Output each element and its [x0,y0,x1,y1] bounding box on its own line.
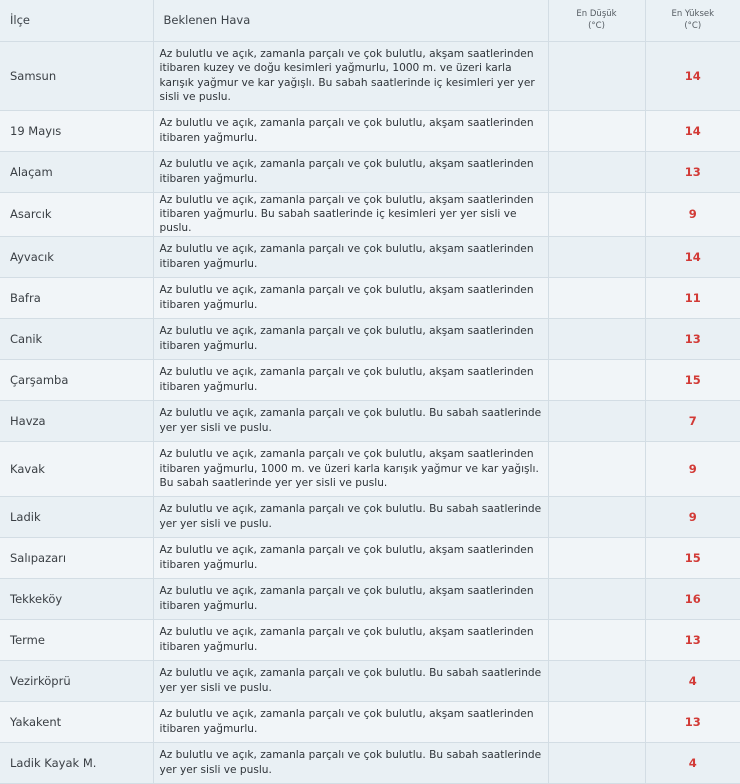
header-high-temp-unit: (°C) [646,20,740,32]
forecast-cell: Az bulutlu ve açık, zamanla parçalı ve çok bulutlu, akşam saatlerinden itibaren yağmurlu. [153,236,548,277]
district-cell: Vezirköprü [0,660,153,701]
table-header [0,0,740,41]
forecast-cell: Az bulutlu ve açık, zamanla parçalı ve çok bulutlu, akşam saatlerinden itibaren yağmurlu. [153,318,548,359]
forecast-cell: Az bulutlu ve açık, zamanla parçalı ve çok bulutlu, akşam saatlerinden itibaren yağmurlu. [153,537,548,578]
high-temp-cell: 9 [645,192,740,236]
table-row [0,192,740,236]
table-body [0,41,740,783]
forecast-cell: Az bulutlu ve açık, zamanla parçalı ve çok bulutlu, akşam saatlerinden itibaren yağmurlu. [153,619,548,660]
table-row [0,660,740,701]
table-row [0,742,740,783]
header-district: İlçe [0,0,153,41]
table-row [0,441,740,496]
high-temp-cell: 13 [645,701,740,742]
high-temp-cell: 9 [645,441,740,496]
district-cell: Asarcık [0,192,153,236]
table-row [0,400,740,441]
low-temp-cell [548,41,645,110]
district-cell: Canik [0,318,153,359]
low-temp-cell [548,192,645,236]
low-temp-cell [548,537,645,578]
high-temp-cell: 7 [645,400,740,441]
high-temp-cell: 11 [645,277,740,318]
header-row [0,0,740,41]
forecast-cell: Az bulutlu ve açık, zamanla parçalı ve çok bulutlu. Bu sabah saatlerinde yer yer sisli ve puslu. [153,742,548,783]
low-temp-cell [548,318,645,359]
district-cell: Çarşamba [0,359,153,400]
high-temp-cell: 16 [645,578,740,619]
high-temp-cell: 15 [645,359,740,400]
table-row [0,619,740,660]
forecast-cell: Az bulutlu ve açık, zamanla parçalı ve çok bulutlu, akşam saatlerinden itibaren yağmurlu. Bu sabah saatlerinde iç kesimleri yer yer sisli ve puslu. [153,192,548,236]
high-temp-cell: 9 [645,496,740,537]
table-row [0,701,740,742]
forecast-cell: Az bulutlu ve açık, zamanla parçalı ve çok bulutlu, akşam saatlerinden itibaren yağmurlu. [153,359,548,400]
district-cell: Ladik Kayak M. [0,742,153,783]
high-temp-cell: 13 [645,318,740,359]
district-cell: Terme [0,619,153,660]
forecast-cell: Az bulutlu ve açık, zamanla parçalı ve çok bulutlu, akşam saatlerinden itibaren yağmurlu. [153,110,548,151]
forecast-cell: Az bulutlu ve açık, zamanla parçalı ve çok bulutlu, akşam saatlerinden itibaren yağmurlu. [153,701,548,742]
high-temp-cell: 14 [645,110,740,151]
table-row [0,41,740,110]
table-row [0,318,740,359]
low-temp-cell [548,400,645,441]
forecast-cell: Az bulutlu ve açık, zamanla parçalı ve çok bulutlu, akşam saatlerinden itibaren yağmurlu. [153,578,548,619]
header-forecast: Beklenen Hava [153,0,548,41]
header-low-temp [548,0,645,41]
table-row [0,277,740,318]
district-cell: Ayvacık [0,236,153,277]
high-temp-cell: 15 [645,537,740,578]
forecast-cell: Az bulutlu ve açık, zamanla parçalı ve çok bulutlu, akşam saatlerinden itibaren kuzey ve doğu kesimleri yağmurlu, 1000 m. ve üzeri karla karışık yağmur ve kar yağışlı. Bu sabah saatlerinde iç kesimleri yer yer sisli ve puslu. [153,41,548,110]
district-cell: Yakakent [0,701,153,742]
table-row [0,578,740,619]
high-temp-cell: 4 [645,742,740,783]
table-row [0,537,740,578]
low-temp-cell [548,110,645,151]
low-temp-cell [548,359,645,400]
district-cell: Salıpazarı [0,537,153,578]
district-cell: Tekkeköy [0,578,153,619]
low-temp-cell [548,701,645,742]
district-cell: Kavak [0,441,153,496]
header-high-temp [645,0,740,41]
high-temp-cell: 13 [645,619,740,660]
low-temp-cell [548,578,645,619]
district-cell: 19 Mayıs [0,110,153,151]
forecast-cell: Az bulutlu ve açık, zamanla parçalı ve çok bulutlu. Bu sabah saatlerinde yer yer sisli ve puslu. [153,660,548,701]
high-temp-cell: 14 [645,41,740,110]
district-cell: Havza [0,400,153,441]
district-cell: Alaçam [0,151,153,192]
table-row [0,359,740,400]
table-row [0,110,740,151]
header-low-temp-label: En Düşük [549,8,645,20]
table-row [0,151,740,192]
forecast-cell: Az bulutlu ve açık, zamanla parçalı ve çok bulutlu. Bu sabah saatlerinde yer yer sisli ve puslu. [153,400,548,441]
district-cell: Samsun [0,41,153,110]
district-cell: Ladik [0,496,153,537]
forecast-cell: Az bulutlu ve açık, zamanla parçalı ve çok bulutlu. Bu sabah saatlerinde yer yer sisli ve puslu. [153,496,548,537]
low-temp-cell [548,496,645,537]
high-temp-cell: 14 [645,236,740,277]
district-cell: Bafra [0,277,153,318]
high-temp-cell: 4 [645,660,740,701]
forecast-cell: Az bulutlu ve açık, zamanla parçalı ve çok bulutlu, akşam saatlerinden itibaren yağmurlu. [153,277,548,318]
header-low-temp-unit: (°C) [549,20,645,32]
low-temp-cell [548,441,645,496]
high-temp-cell: 13 [645,151,740,192]
low-temp-cell [548,236,645,277]
low-temp-cell [548,660,645,701]
header-high-temp-label: En Yüksek [646,8,740,20]
low-temp-cell [548,151,645,192]
low-temp-cell [548,619,645,660]
table-row [0,236,740,277]
forecast-cell: Az bulutlu ve açık, zamanla parçalı ve çok bulutlu, akşam saatlerinden itibaren yağmurlu. [153,151,548,192]
low-temp-cell [548,742,645,783]
low-temp-cell [548,277,645,318]
table-row [0,496,740,537]
forecast-cell: Az bulutlu ve açık, zamanla parçalı ve çok bulutlu, akşam saatlerinden itibaren yağmurlu, 1000 m. ve üzeri karla karışık yağmur ve kar yağışlı. Bu sabah saatlerinde yer yer sisli ve puslu. [153,441,548,496]
